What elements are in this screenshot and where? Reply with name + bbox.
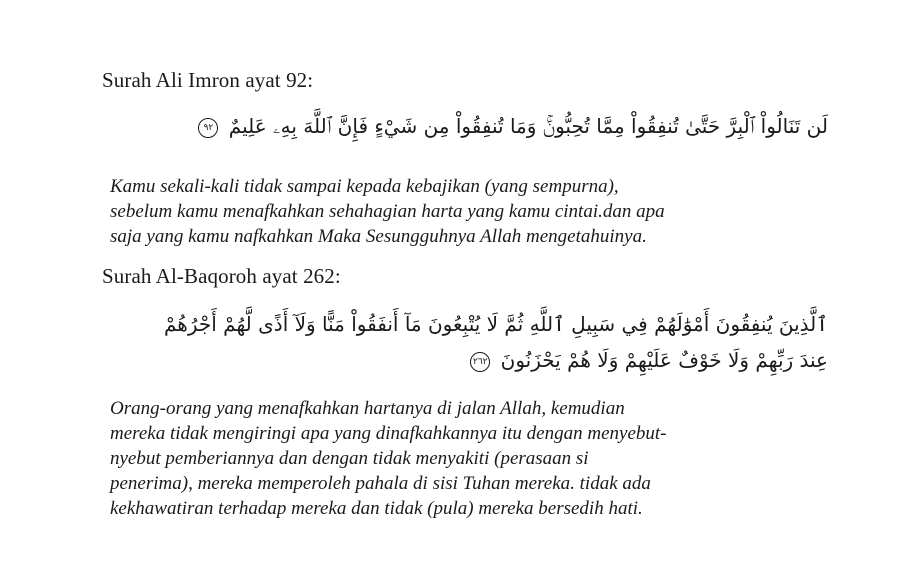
translation-ali-imron-92	[110, 174, 836, 249]
arabic-verse-line: لَن تَنَالُواْ ٱلْبِرَّ حَتَّىٰ تُنفِقُواْ مِمَّا تُحِبُّونَۚ وَمَا تُنفِقُواْ مِن شَيْءٍ فَإِنَّ ٱللَّهَ بِهِۦ عَلِيمٌ	[228, 114, 828, 138]
section-heading-al-baqoroh-262: Surah Al-Baqoroh ayat 262:	[102, 264, 341, 288]
arabic-verse-line: ٱلَّذِينَ يُنفِقُونَ أَمْوَٰلَهُمْ فِي سَبِيلِ ٱللَّهِ ثُمَّ لَا يُتْبِعُونَ مَآ أَنفَقُواْ مَنًّا وَلَآ أَذًى لَّهُمْ أَجْرُهُمْ	[163, 312, 828, 336]
translation-line: kekhawatiran terhadap mereka dan tidak (pula) mereka bersedih hati.	[110, 498, 643, 519]
arabic-verse-ali-imron-92	[98, 108, 828, 144]
translation-line: Orang-orang yang menafkahkan hartanya di jalan Allah, kemudian	[110, 398, 625, 419]
translation-line: sebelum kamu menafkahkan sehahagian harta yang kamu cintai.dan apa	[110, 201, 665, 222]
ayah-number-marker: ٢٦٢	[470, 352, 490, 372]
translation-line: nyebut pemberiannya dan dengan tidak menyakiti (perasaan si	[110, 448, 589, 469]
arabic-verse-al-baqoroh-262	[98, 306, 828, 378]
section-heading-ali-imron-92: Surah Ali Imron ayat 92:	[102, 68, 314, 92]
arabic-verse-line: عِندَ رَبِّهِمْ وَلَا خَوْفٌ عَلَيْهِمْ وَلَا هُمْ يَحْزَنُونَ	[500, 348, 828, 372]
translation-line: penerima), mereka memperoleh pahala di sisi Tuhan mereka. tidak ada	[110, 473, 651, 494]
ayah-number-marker: ٩٢	[198, 118, 218, 138]
translation-line: Kamu sekali-kali tidak sampai kepada kebajikan (yang sempurna),	[110, 176, 619, 197]
translation-line: mereka tidak mengiringi apa yang dinafkahkannya itu dengan menyebut-	[110, 423, 667, 444]
translation-al-baqoroh-262	[110, 396, 836, 521]
translation-line: saja yang kamu nafkahkan Maka Sesungguhnya Allah mengetahuinya.	[110, 226, 647, 247]
